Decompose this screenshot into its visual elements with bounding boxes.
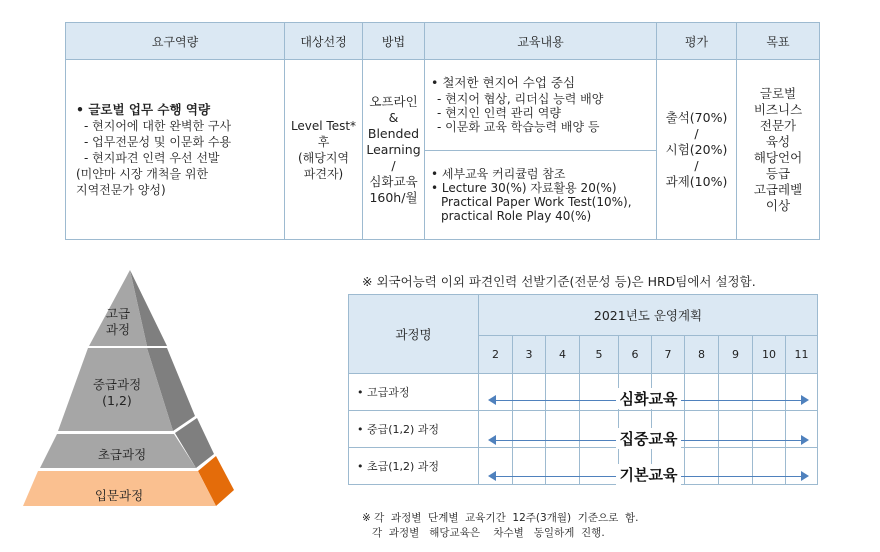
header-target: 대상선정: [285, 23, 363, 60]
schedule-arrow-advanced: [488, 392, 809, 408]
content-bottom-item: Practical Paper Work Test(10%),: [441, 195, 632, 209]
method-line: &: [388, 109, 399, 125]
pyramid-label-line: (1,2): [102, 393, 132, 408]
course-name-header: 과정명: [349, 295, 479, 374]
arrow-right-head: [801, 435, 809, 445]
header-evaluation: 평가: [657, 23, 737, 60]
plan-header: 2021년도 운영계획: [479, 295, 818, 336]
month-header: 2: [479, 336, 513, 374]
pyramid-label-advanced: [98, 306, 138, 338]
method-line: 160h/월: [369, 189, 418, 205]
month-header: 10: [753, 336, 786, 374]
arrow-left-head: [488, 395, 496, 405]
target-line: 파견자): [303, 166, 344, 181]
requirement-cell: [66, 60, 285, 240]
schedule-arrow-intermediate: [488, 432, 809, 448]
method-line: /: [391, 157, 396, 173]
month-header: 9: [719, 336, 753, 374]
evaluation-line: 출석(70%): [665, 109, 728, 125]
selection-criteria-note: ※ 외국어능력 이외 파견인력 선발기준(전문성 등)은 HRD팀에서 설정함.: [362, 274, 756, 289]
requirement-note: 지역전문가 양성): [76, 182, 166, 197]
course-name: • 중급(1,2) 과정: [349, 411, 479, 448]
goal-cell: [737, 60, 820, 240]
method-line: 심화교육: [369, 173, 418, 189]
pyramid-label-beginner: [72, 447, 172, 463]
header-requirement: 요구역량: [66, 23, 285, 60]
pyramid-label-line: 초급과정: [97, 447, 147, 462]
month-header: 6: [619, 336, 652, 374]
content-top-item: - 이문화 교육 학습능력 배양 등: [437, 120, 600, 134]
requirement-note: (미얀마 시장 개척을 위한: [76, 166, 209, 181]
course-name: • 초급(1,2) 과정: [349, 448, 479, 485]
content-bottom-item: practical Role Play 40(%): [441, 209, 592, 223]
pyramid-label-line: 과정: [105, 322, 131, 337]
goal-line: 전문가: [759, 117, 797, 133]
goal-line: 글로벌: [759, 85, 797, 101]
method-line: Learning: [366, 141, 421, 157]
content-bottom-item: • 세부교육 커리큘럼 참조: [431, 167, 566, 181]
target-line: (해당지역: [297, 150, 350, 165]
evaluation-cell: [657, 60, 737, 240]
target-cell: [285, 60, 363, 240]
footnote-line: 각 과정별 해당교육은 차수별 동일하게 진행.: [362, 527, 605, 539]
requirement-head: • 글로벌 업무 수행 역량: [76, 101, 211, 117]
evaluation-line: 시험(20%): [665, 141, 728, 157]
month-header: 3: [513, 336, 546, 374]
schedule-arrow-beginner: [488, 468, 809, 484]
content-top-cell: [425, 60, 657, 151]
pyramid-label-line: 중급과정: [92, 377, 142, 392]
requirement-item: - 현지어에 대한 완벽한 구사: [84, 118, 232, 133]
arrow-right-head: [801, 471, 809, 481]
competency-table-header-row: [66, 23, 820, 60]
arrow-left-head: [488, 471, 496, 481]
goal-line: 고급레벨: [753, 181, 803, 197]
month-header: 8: [685, 336, 719, 374]
goal-line: 등급: [765, 165, 791, 181]
evaluation-line: /: [694, 125, 699, 141]
schedule-table: [348, 294, 818, 485]
header-method: 방법: [363, 23, 425, 60]
arrow-right-head: [801, 395, 809, 405]
header-content: 교육내용: [425, 23, 657, 60]
pyramid-label-line: 고급: [105, 306, 131, 321]
goal-line: 이상: [765, 197, 791, 213]
program-label: 집중교육: [616, 428, 682, 449]
requirement-item: - 업무전문성 및 이문화 수용: [84, 134, 232, 149]
requirement-item: - 현지파견 인력 우선 선발: [84, 150, 220, 165]
content-bottom-item: • Lecture 30(%) 자료활용 20(%): [431, 181, 617, 195]
arrow-left-head: [488, 435, 496, 445]
evaluation-line: 과제(10%): [665, 173, 728, 189]
content-top-item: - 현지인 인력 관리 역량: [437, 106, 561, 120]
target-line: Level Test*: [290, 118, 357, 133]
content-top-head: • 철저한 현지어 수업 중심: [431, 75, 576, 90]
evaluation-line: /: [694, 157, 699, 173]
pyramid-label-line: 입문과정: [94, 488, 144, 503]
target-line: 후: [317, 134, 330, 149]
content-bottom-cell: [425, 151, 657, 240]
month-header: 4: [546, 336, 580, 374]
month-header: 7: [652, 336, 685, 374]
month-header: 5: [580, 336, 619, 374]
pyramid-label-intro: [64, 488, 174, 504]
pyramid-label-intermediate: [72, 377, 162, 409]
method-line: Blended: [367, 125, 420, 141]
goal-line: 비즈니스: [753, 101, 803, 117]
schedule-footnote: [362, 511, 638, 541]
program-label: 기본교육: [616, 464, 682, 485]
goal-line: 해당언어: [753, 149, 803, 165]
course-name: • 고급과정: [349, 374, 479, 411]
competency-table: [65, 22, 820, 240]
footnote-line: ※ 각 과정별 단계별 교육기간 12주(3개월) 기준으로 함.: [362, 512, 639, 524]
goal-line: 육성: [765, 133, 791, 149]
month-header: 11: [786, 336, 818, 374]
header-goal: 목표: [737, 23, 820, 60]
method-cell: [363, 60, 425, 240]
content-top-item: - 현지어 협상, 리더십 능력 배양: [437, 92, 604, 106]
program-label: 심화교육: [616, 388, 682, 409]
method-line: 오프라인: [369, 93, 418, 109]
